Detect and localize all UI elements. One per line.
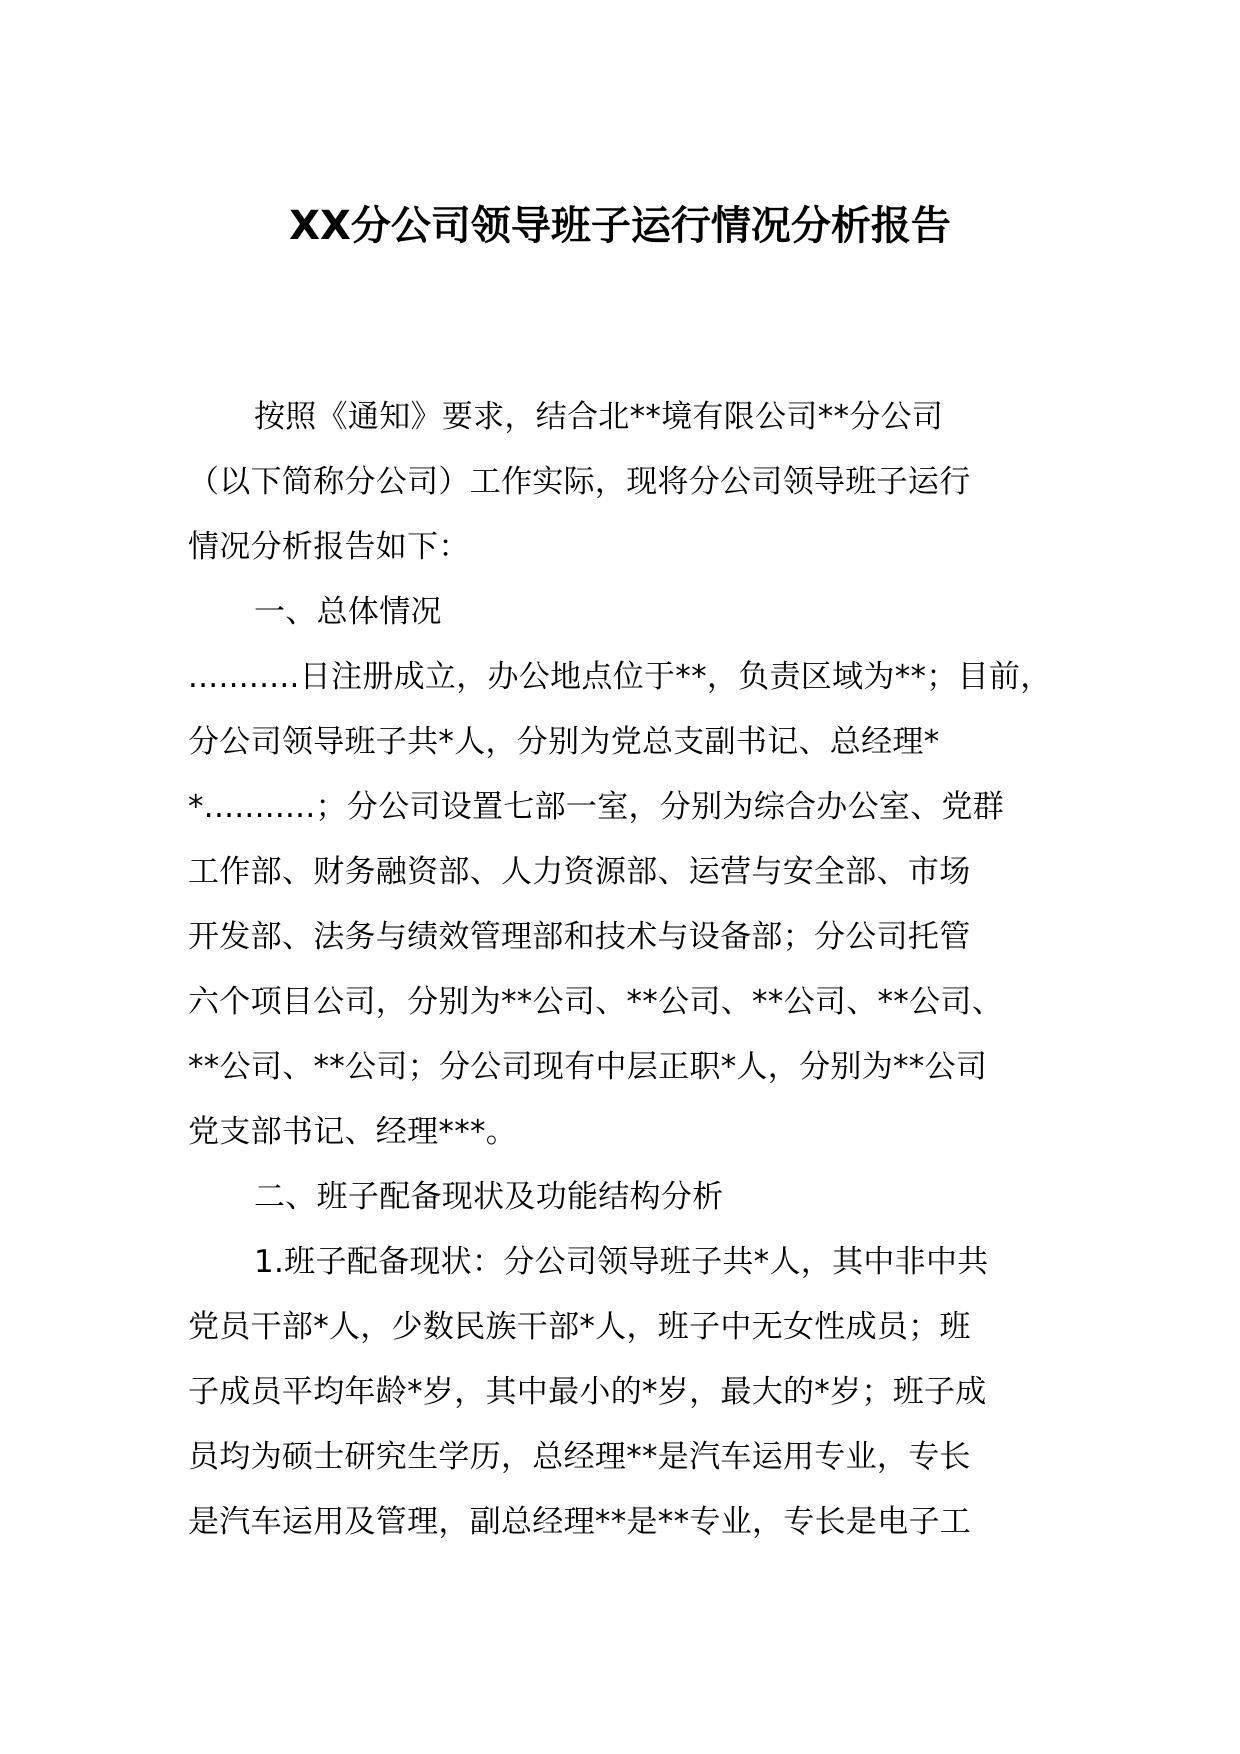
paragraph-line: 党员干部*人，少数民族干部*人，班子中无女性成员；班	[188, 1309, 971, 1345]
paragraph-line: 分公司领导班子共*人，分别为党总支副书记、总经理*	[188, 724, 940, 760]
paragraph-line: 员均为硕士研究生学历，总经理**是汽车运用专业，专长	[188, 1439, 971, 1475]
section-heading-overview: 一、总体情况	[254, 594, 442, 630]
paragraph-line: **公司、**公司；分公司现有中层正职*人，分别为**公司	[188, 1049, 988, 1085]
paragraph-line: *...........；分公司设置七部一室，分别为综合办公室、党群	[188, 789, 1005, 825]
paragraph-line: 六个项目公司，分别为**公司、**公司、**公司、**公司、	[188, 984, 1003, 1020]
paragraph-line: 按照《通知》要求，结合北**境有限公司**分公司	[254, 399, 944, 435]
document-body	[188, 385, 1118, 1555]
paragraph-line: 开发部、法务与绩效管理部和技术与设备部；分公司托管	[188, 919, 971, 955]
paragraph-line: （以下简称分公司）工作实际，现将分公司领导班子运行	[188, 464, 971, 500]
paragraph-line: ...........日注册成立，办公地点位于**，负责区域为**；目前，	[188, 659, 1052, 695]
paragraph-line: 子成员平均年龄*岁，其中最小的*岁，最大的*岁；班子成	[188, 1374, 987, 1410]
paragraph-line: 工作部、财务融资部、人力资源部、运营与安全部、市场	[188, 854, 971, 890]
section-heading-structure: 二、班子配备现状及功能结构分析	[254, 1179, 724, 1215]
paragraph-line: 党支部书记、经理***。	[188, 1114, 518, 1150]
paragraph-line: 是汽车运用及管理，副总经理**是**专业，专长是电子工	[188, 1504, 972, 1540]
paragraph-line: 情况分析报告如下：	[188, 529, 470, 565]
document-title: XX分公司领导班子运行情况分析报告	[289, 203, 951, 249]
paragraph-line: 1.班子配备现状：分公司领导班子共*人，其中非中共	[254, 1244, 989, 1280]
